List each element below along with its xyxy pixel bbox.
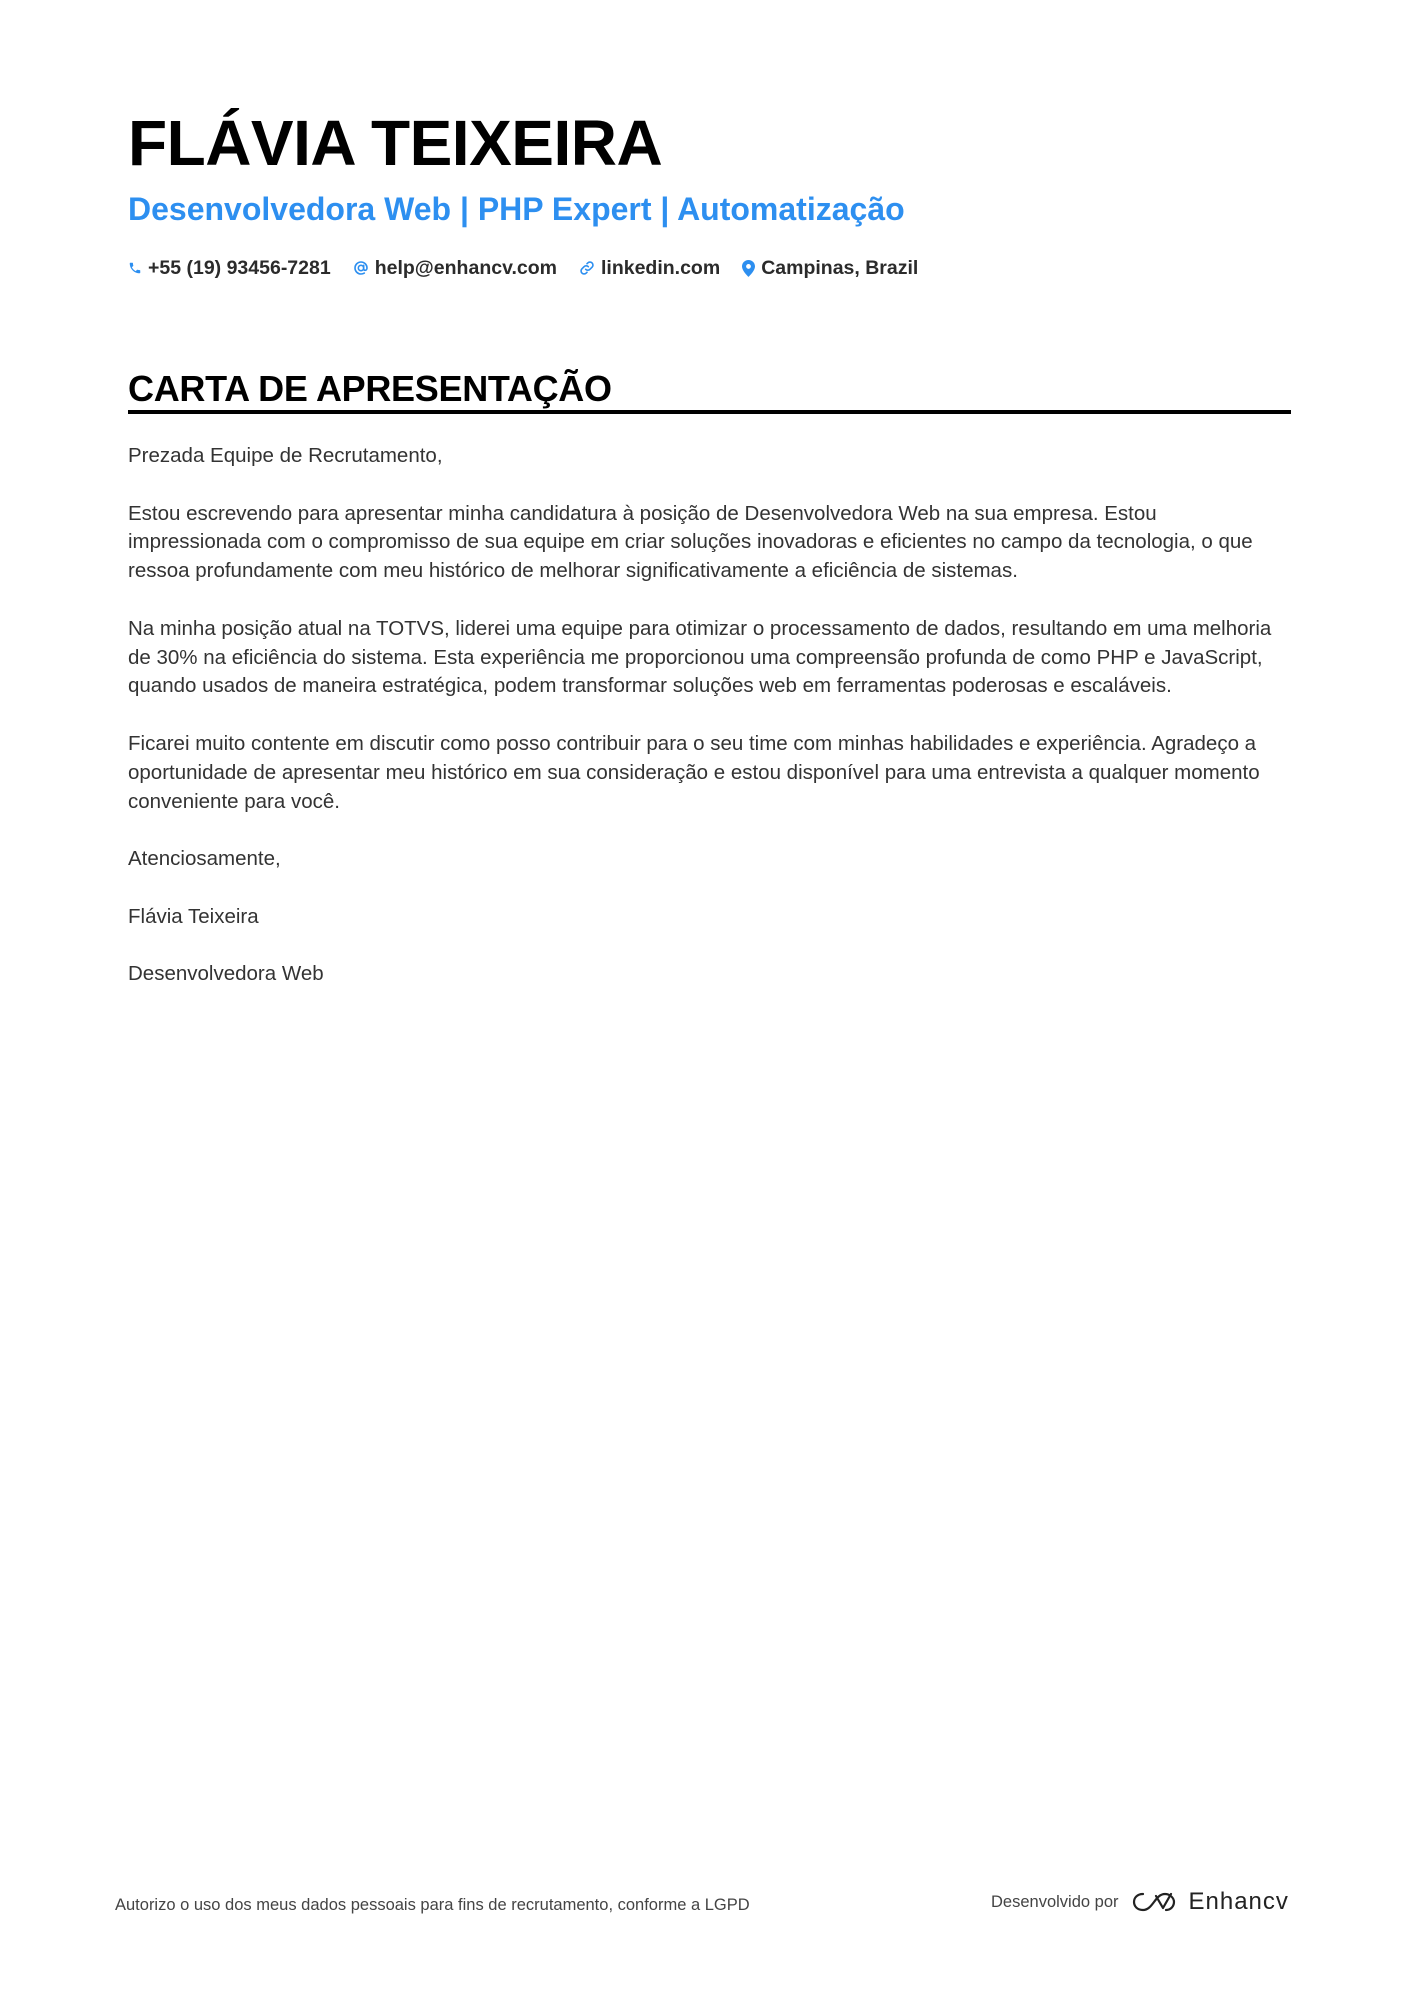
section-title: CARTA DE APRESENTAÇÃO	[128, 368, 612, 409]
letter-salutation: Prezada Equipe de Recrutamento,	[128, 444, 443, 467]
contact-linkedin[interactable]	[579, 257, 720, 280]
location-pin-icon	[742, 260, 755, 277]
candidate-name: FLÁVIA TEIXEIRA	[128, 107, 663, 179]
footer-consent: Autorizo o uso dos meus dados pessoais para fins de recrutamento, conforme a LGPD	[115, 1896, 750, 1914]
contact-phone-text: +55 (19) 93456-7281	[148, 256, 331, 279]
letter-closing: Atenciosamente,	[128, 847, 281, 871]
powered-by-label: Desenvolvido por	[991, 1892, 1119, 1911]
candidate-headline: Desenvolvedora Web | PHP Expert | Automatização	[128, 191, 905, 227]
enhancv-wordmark: Enhancv	[1188, 1888, 1289, 1915]
contact-bar	[128, 254, 918, 282]
at-icon	[353, 260, 369, 276]
letter-paragraph: Na minha posição atual na TOTVS, liderei uma equipe para otimizar o processamento de dados, resultando em uma melhoria de 30% na eficiência do sistema. Esta experiência me proporcionou uma compreensão profunda de como PHP e JavaScript, quando usados de maneira estratégica, podem transformar soluções web em ferramentas poderosas e escaláveis.	[128, 616, 1272, 698]
letter-paragraph: Ficarei muito contente em discutir como posso contribuir para o seu time com minhas habilidades e experiência. Agradeço a oportunidade de apresentar meu histórico em sua consideração e estou disponível para uma entrevista a qualquer momento conveniente para você.	[128, 731, 1260, 813]
footer-branding[interactable]	[991, 1888, 1289, 1916]
contact-location-text: Campinas, Brazil	[761, 256, 919, 279]
phone-icon	[128, 261, 142, 275]
letter-body	[128, 442, 1291, 1018]
letter-paragraph: Estou escrevendo para apresentar minha candidatura à posição de Desenvolvedora Web na sua empresa. Estou impressionada com o compromisso de sua equipe em criar soluções inovadoras e eficientes no campo da tecnologia, o que ressoa profundamente com meu histórico de melhorar significativamente a eficiência de sistemas.	[128, 501, 1253, 583]
contact-location	[742, 257, 918, 280]
contact-email-text: help@enhancv.com	[374, 256, 557, 279]
link-icon	[579, 260, 595, 276]
signature-name: Flávia Teixeira	[128, 904, 259, 928]
signature-title: Desenvolvedora Web	[128, 962, 324, 986]
contact-linkedin-text: linkedin.com	[600, 256, 721, 279]
contact-phone	[128, 257, 331, 280]
enhancv-logo-icon	[1131, 1890, 1177, 1914]
contact-email[interactable]	[353, 257, 557, 280]
section-divider	[128, 410, 1291, 414]
